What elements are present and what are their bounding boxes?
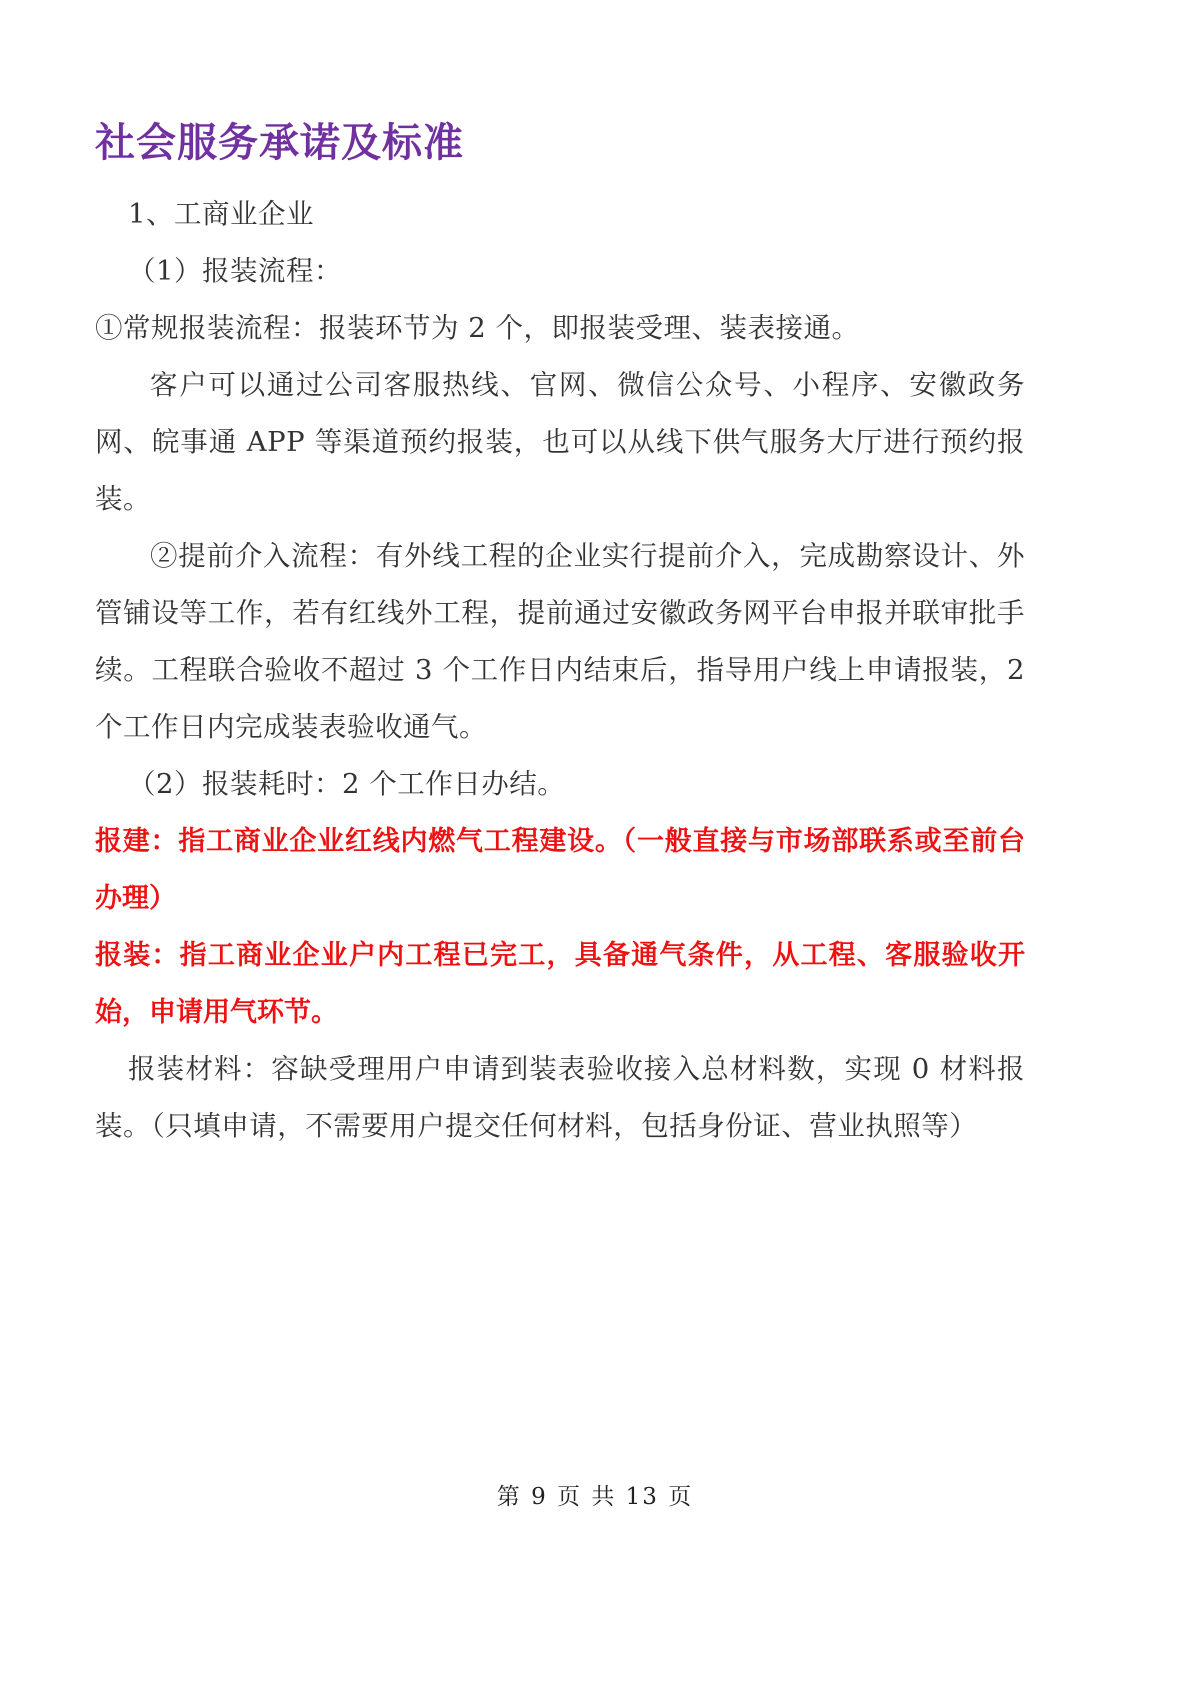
page-footer (0, 1478, 1190, 1511)
heading-industrial-commercial: 1、工商业企业 (128, 198, 314, 230)
document-body (95, 118, 1025, 1155)
paragraph-required-materials: 报装材料：容缺受理用户申请到装表验收接入总材料数，实现 0 材料报装。（只填申请，不需要用户提交任何材料，包括身份证、营业执照等） (95, 1053, 1025, 1142)
paragraph-standard-process: ①常规报装流程：报装环节为 2 个，即报装受理、装表接通。 (95, 312, 860, 344)
page-title (95, 118, 1025, 168)
page-title-text: 社会服务承诺及标准 (95, 120, 464, 166)
paragraph-early-intervention: ②提前介入流程：有外线工程的企业实行提前介入，完成勘察设计、外管铺设等工作，若有红线外工程，提前通过安徽政务网平台申报并联审批手续。工程联合验收不超过 3 个工作日内结束后，指导用户线上申请报装，2 个工作日内完成装表验收通气。 (95, 540, 1025, 743)
note-baojian-definition: 报建：指工商业企业红线内燃气工程建设。（一般直接与市场部联系或至前台办理） (95, 826, 1025, 914)
note-baozhuang-definition: 报装：指工商业企业户内工程已完工，具备通气条件，从工程、客服验收开始，申请用气环节。 (95, 940, 1025, 1028)
subheading-installation-duration: （2）报装耗时：2 个工作日办结。 (128, 768, 566, 800)
subheading-installation-process: （1）报装流程： (128, 255, 342, 287)
page-number-indicator: 第 9 页 共 13 页 (496, 1484, 694, 1510)
paragraph-booking-channels: 客户可以通过公司客服热线、官网、微信公众号、小程序、安徽政务网、皖事通 APP 等渠道预约报装，也可以从线下供气服务大厅进行预约报装。 (95, 369, 1025, 515)
